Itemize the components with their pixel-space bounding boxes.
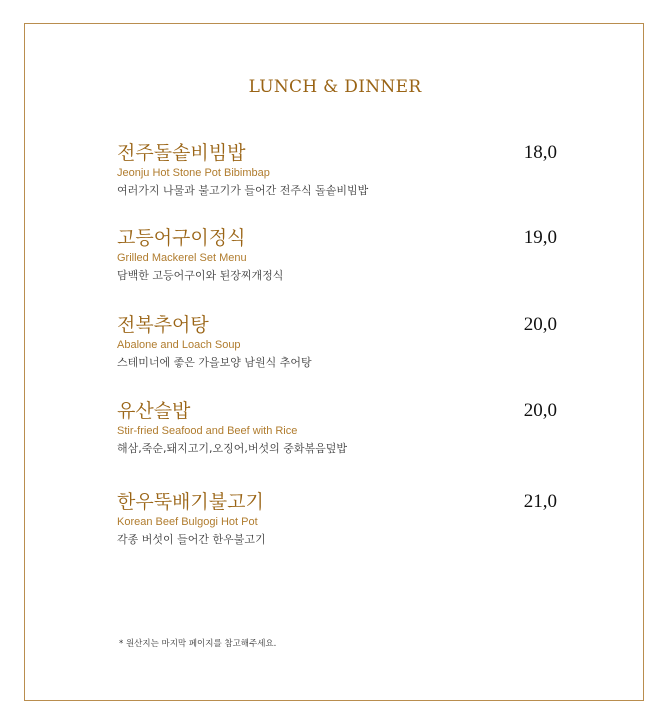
item-english-name: Korean Beef Bulgogi Hot Pot [117, 516, 258, 528]
item-description: 스테미너에 좋은 가을보양 남원식 추어탕 [117, 356, 312, 369]
section-title: LUNCH & DINNER [248, 77, 422, 97]
menu-item [117, 314, 557, 370]
item-name: 한우뚝배기불고기 [117, 491, 264, 513]
item-english-name: Stir-fried Seafood and Beef with Rice [117, 425, 298, 437]
item-english-name: Grilled Mackerel Set Menu [117, 252, 247, 264]
menu-item [117, 227, 557, 283]
item-english-name: Abalone and Loach Soup [117, 339, 241, 351]
item-price: 20,0 [523, 314, 557, 335]
item-price: 20,0 [523, 400, 557, 421]
item-price: 21,0 [523, 491, 557, 512]
item-price: 18,0 [523, 142, 557, 163]
item-name: 전주돌솥비빔밥 [117, 142, 246, 164]
item-name: 전복추어탕 [117, 314, 209, 336]
item-description: 담백한 고등어구이와 된장찌개정식 [117, 269, 284, 282]
item-name: 유산슬밥 [117, 400, 191, 422]
item-name: 고등어구이정식 [117, 227, 246, 249]
menu-item [117, 400, 557, 456]
menu-item [117, 491, 557, 547]
origin-footnote: * 원산지는 마지막 페이지를 참고해주세요. [119, 639, 277, 649]
item-description: 각종 버섯이 들어간 한우불고기 [117, 533, 266, 546]
item-price: 19,0 [523, 227, 557, 248]
menu-item [117, 142, 557, 198]
item-description: 해삼,죽순,돼지고기,오징어,버섯의 중화볶음덮밥 [117, 442, 348, 455]
item-english-name: Jeonju Hot Stone Pot Bibimbap [117, 167, 270, 179]
item-description: 여러가지 나물과 불고기가 들어간 전주식 돌솥비빔밥 [117, 184, 369, 197]
